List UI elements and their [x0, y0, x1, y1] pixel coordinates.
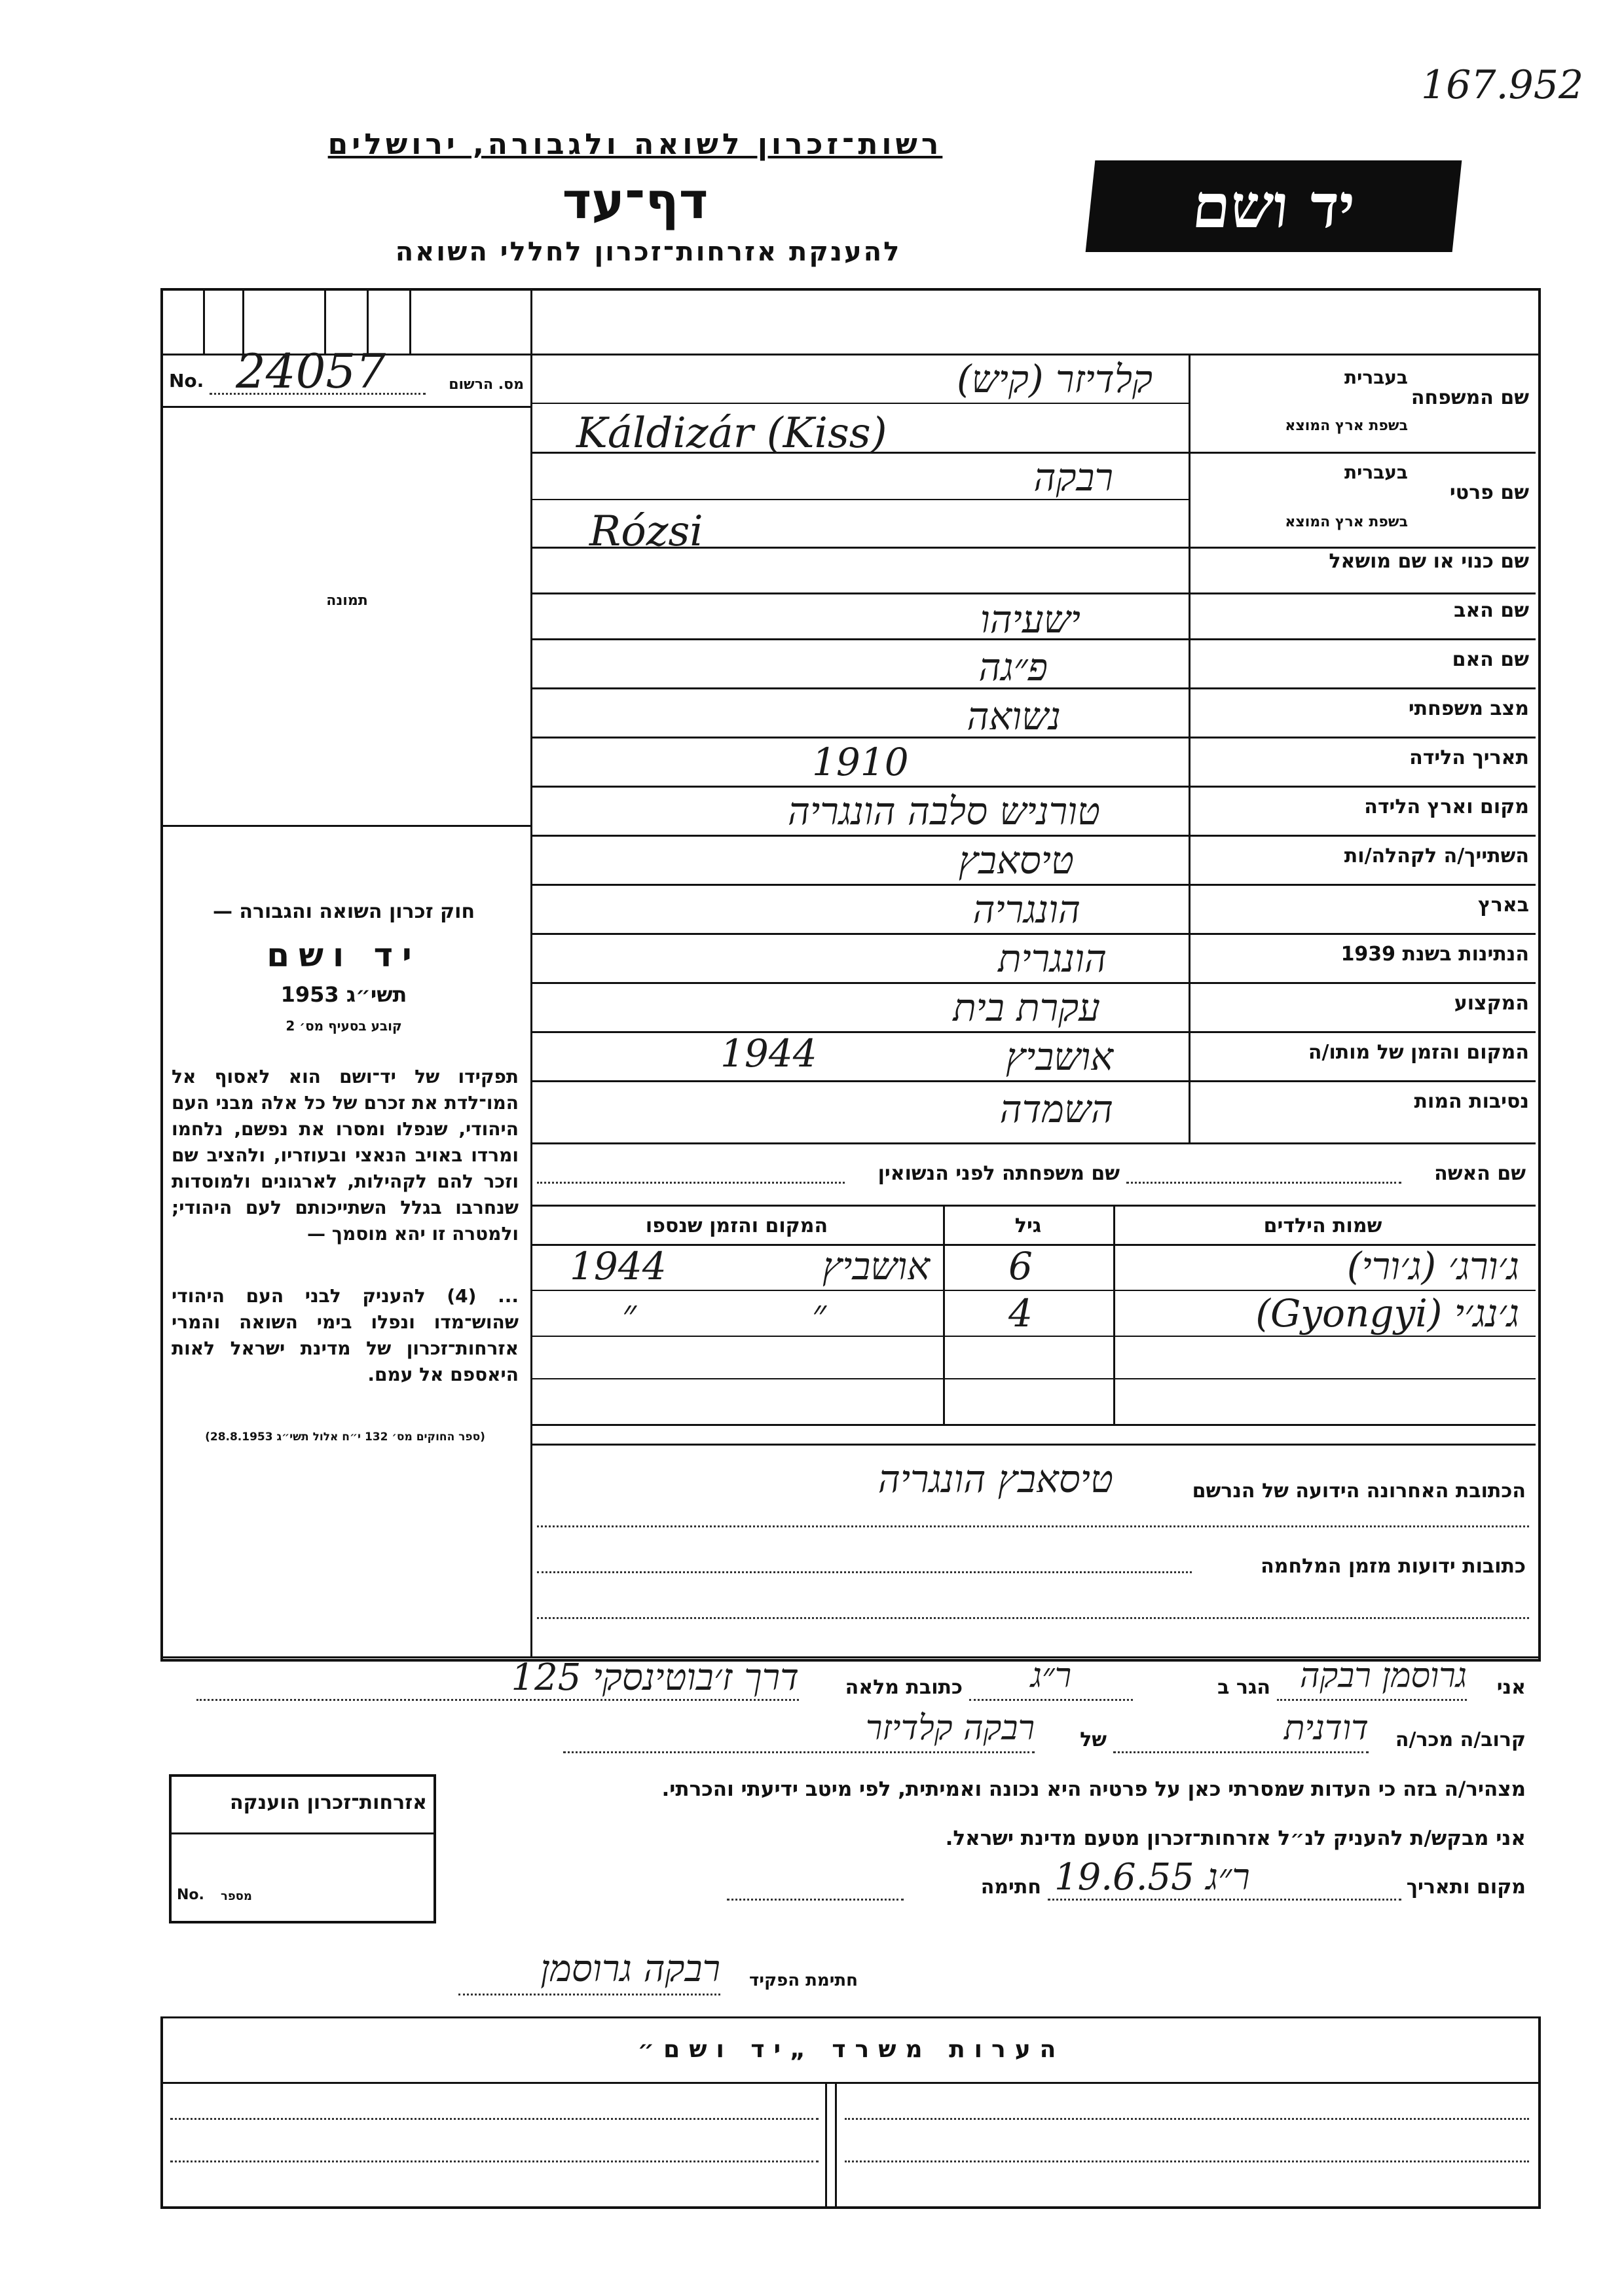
father-label: שם האב	[1454, 599, 1529, 622]
death-year-value: 1944	[720, 1031, 817, 1076]
registration-he-label: מס. הרשום	[449, 376, 524, 393]
country-label: בארץ	[1477, 894, 1529, 917]
children-age-header: גיל	[1014, 1214, 1042, 1237]
death-cause-label: נסיבות המות	[1414, 1090, 1529, 1113]
law-heading: חוק זכרון השואה והגבורה —	[212, 900, 475, 923]
place-date-value: ר״ג 19.6.55	[1054, 1856, 1250, 1899]
law-paragraph-1: תפקידו של יד־ושם הוא לאסוף אל המו־לדת את זכרם של כל אלה מבני העם היהודי, שנפלו ומסרו את נפשם, נלחמו ומרדו באויב הנאצי ובעוזריו, ולהציב שם וזכר להם לקהילות, לארגונים ולמוסדות שנחרבו בגלל השתייכותם לעם היהודי; ולמטרה זו יהא מוסמך —	[172, 1066, 519, 1245]
child-1-name: ג׳ורג׳ (ג׳ורי)	[1346, 1244, 1519, 1288]
wartime-address-label: כתובות ידועות מזמן המלחמה	[1261, 1555, 1526, 1578]
yad-vashem-logo	[1086, 160, 1462, 252]
firstname-origin-value: Rózsi	[589, 507, 703, 556]
citizenship-1939-label: הנתינות בשנת 1939	[1340, 943, 1529, 966]
law-name: יד ושם	[267, 936, 421, 974]
archive-number: 167.952	[1421, 62, 1584, 108]
origin-lang-label-1: בשפת ארץ המוצא	[1285, 418, 1408, 434]
community-value: טיסאבץ	[958, 838, 1074, 883]
registration-number: 24057	[236, 344, 386, 399]
declarant-i-label: אני	[1496, 1676, 1526, 1699]
death-cause-value: השמדה	[999, 1087, 1113, 1131]
declaration-statement-1: מצהיר/ה בזה כי העדות שמסרתי כאן על פרטיה היא נכונה ואמיתית, לפי מיטב ידיעתי והכרתי.	[661, 1777, 1526, 1801]
birthplace-label: מקום וארץ הלידה	[1364, 795, 1529, 818]
firstname-hebrew-value: רבקה	[1033, 455, 1113, 500]
birthdate-label: תאריך הלידה	[1409, 746, 1529, 769]
signature-label: חתימה	[980, 1876, 1041, 1899]
mother-value: פ״גה	[978, 645, 1048, 689]
law-section: קובע בסעיף מס׳ 2	[286, 1018, 402, 1034]
citizenship-1939-value: הונגרית	[998, 936, 1107, 981]
officer-signature-label: חתימת הפקיד	[749, 1971, 858, 1990]
child-2-year: ״	[622, 1291, 637, 1336]
community-label: השתייך/ה לקהלה/ות	[1344, 845, 1529, 867]
child-2-age: 4	[1008, 1291, 1033, 1336]
child-1-year: 1944	[570, 1244, 667, 1288]
firstname-label: שם פרטי	[1449, 481, 1529, 504]
death-place-label: המקום והזמן של מותו/ה	[1308, 1041, 1529, 1064]
birthplace-value: טורניש סלבה הונגריה	[788, 789, 1100, 833]
death-place-value: אושביץ	[1005, 1034, 1113, 1079]
child-2-name: ג׳נג׳י (Gyongyi)	[1255, 1291, 1519, 1336]
law-year: תשי״ג 1953	[280, 982, 407, 1007]
citizenship-box-number-label: מספר	[221, 1889, 252, 1903]
of-label: של	[1080, 1728, 1107, 1751]
authority-name: רשות־זכרון לשואה ולגבורה, ירושלים	[327, 128, 943, 161]
birthdate-value: 1910	[812, 740, 909, 784]
surname-label: שם המשפחה	[1411, 386, 1529, 409]
citizenship-box-no: No.	[177, 1887, 204, 1903]
logo-text: יד ושם	[1189, 171, 1358, 242]
of-name: רבקה קלדיזר	[865, 1709, 1035, 1748]
profession-value: עקרת בית	[953, 985, 1100, 1030]
child-1-age: 6	[1008, 1244, 1033, 1288]
marital-label: מצב משפחתי	[1408, 697, 1529, 720]
form-title: דף־עד	[562, 172, 709, 230]
full-address-label: כתובת מלאה	[845, 1676, 963, 1699]
surname-hebrew-value: קלדיזר (קיש)	[957, 357, 1153, 401]
declarant-relation: דודנית	[1283, 1709, 1369, 1748]
declaration-statement-2: אני מבקש/ת להעניק לנ״ל אזרחות־זכרון מטעם מדינת ישראל.	[945, 1827, 1526, 1850]
resides-label: הגר ב	[1217, 1676, 1270, 1699]
mother-label: שם האם	[1452, 648, 1529, 671]
surname-origin-value: Káldizár (Kiss)	[576, 409, 887, 458]
citizenship-granted-box	[169, 1774, 436, 1923]
officer-signature: רבקה גרוסמן	[540, 1948, 720, 1990]
last-address-value: טיסאבץ הונגריה	[877, 1457, 1113, 1501]
wife-label: שם האשה	[1434, 1162, 1526, 1185]
profession-label: המקצוע	[1454, 992, 1529, 1015]
declarant-city: ר״ג	[1030, 1656, 1072, 1696]
form-subtitle: להענקת אזרחות־זכרון לחללי השואה	[395, 237, 902, 267]
origin-lang-label-2: בשפת ארץ המוצא	[1285, 514, 1408, 530]
office-notes-title: הערות משרד „יד ושם״	[637, 2036, 1065, 2063]
child-2-place: ״	[812, 1291, 827, 1336]
in-hebrew-label-1: בעברית	[1344, 367, 1408, 388]
law-paragraph-2: ... (4) להעניק לבני העם היהודי שהוש־מדו ונפלו בימי השואה והמרי אזרחות־זכרון של מדינת ישראל לאות היאספם אל עמם.	[172, 1285, 519, 1385]
children-names-header: שמות הילדים	[1263, 1214, 1382, 1237]
marital-value: נשואה	[967, 694, 1061, 738]
in-hebrew-label-2: בעברית	[1344, 462, 1408, 483]
registration-no-label: No.	[169, 370, 204, 392]
country-value: הונגריה	[972, 887, 1080, 932]
place-date-label: מקום ותאריך	[1406, 1876, 1526, 1899]
citizenship-box-title: אזרחות־זכרון הוענקה	[229, 1791, 427, 1814]
maiden-name-label: שם משפחתה לפני הנשואין	[877, 1162, 1120, 1185]
child-1-place: אושביץ	[822, 1244, 930, 1288]
children-place-header: המקום והזמן שנספו	[645, 1214, 828, 1237]
law-reference: (ספר החוקים מס׳ 132 י״ח אלול תשי״ג 28.8.1953)	[205, 1430, 485, 1444]
last-address-label: הכתובת האחרונה הידועה של הנרשם	[1192, 1480, 1526, 1503]
photo-label: תמונה	[326, 592, 368, 609]
father-value: ישעיהו	[980, 597, 1080, 642]
relative-label: קרוב/ה מכר/ה	[1395, 1728, 1526, 1751]
declarant-name: גרוסמן רבקה	[1299, 1656, 1467, 1696]
nickname-label: שם כנוי או שם מושאל	[1329, 550, 1529, 573]
declarant-address: דרך ז׳בוטינסקי 125	[511, 1656, 799, 1699]
